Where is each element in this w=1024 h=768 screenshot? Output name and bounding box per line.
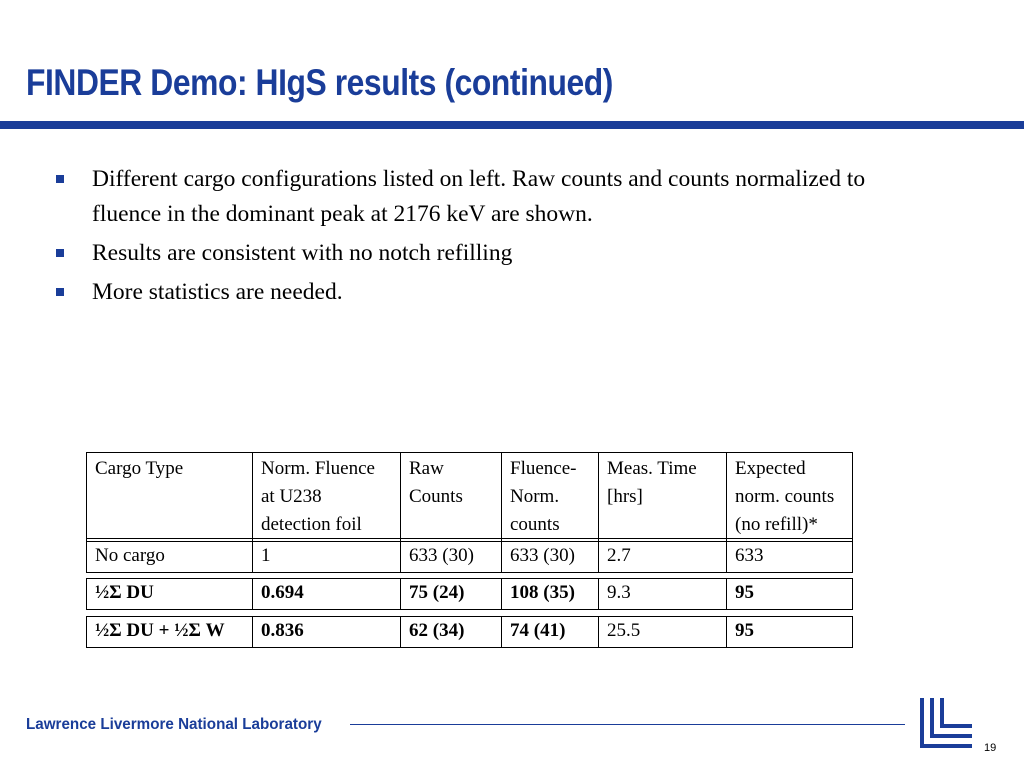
square-bullet-icon [56, 288, 64, 296]
header-cell: Norm. Fluence at U238 detection foil [252, 453, 400, 541]
slide-title: FINDER Demo: HIgS results (continued) [26, 62, 613, 103]
title-divider [0, 121, 1024, 129]
bullet-list [52, 162, 912, 314]
table-cell: 633 (30) [501, 542, 598, 572]
bullet-text: Different cargo configurations listed on left. Raw counts and counts normalized to fluence in the dominant peak at 2176 keV are shown. [92, 166, 866, 227]
table-cell: 0.694 [252, 579, 400, 609]
header-cell: Fluence-Norm. counts [501, 453, 598, 541]
bullet-item [52, 162, 912, 232]
table-cell: 633 [726, 542, 853, 572]
bullet-text: Results are consistent with no notch refilling [92, 240, 513, 266]
table-cell: 633 (30) [400, 542, 501, 572]
square-bullet-icon [56, 175, 64, 183]
footer-organization: Lawrence Livermore National Laboratory [26, 716, 322, 733]
table-row [86, 616, 853, 648]
bullet-item [52, 236, 912, 271]
table-cell: ½Σ DU [86, 579, 252, 609]
table-row [86, 578, 853, 610]
table-cell: 9.3 [598, 579, 726, 609]
table-cell: 62 (34) [400, 617, 501, 647]
header-cell: Cargo Type [86, 453, 252, 541]
bullet-item [52, 275, 912, 310]
table-cell: 25.5 [598, 617, 726, 647]
header-cell: Expected norm. counts (no refill)* [726, 453, 853, 541]
table-cell: 2.7 [598, 542, 726, 572]
table-cell: 108 (35) [501, 579, 598, 609]
bullet-text: More statistics are needed. [92, 279, 343, 305]
llnl-logo-icon [918, 696, 974, 750]
table-cell: 95 [726, 617, 853, 647]
results-table [86, 452, 853, 648]
table-row [86, 541, 853, 573]
table-header-row [86, 452, 853, 541]
header-cell: Raw Counts [400, 453, 501, 541]
table-cell: ½Σ DU + ½Σ W [86, 617, 252, 647]
header-cell: Meas. Time [hrs] [598, 453, 726, 541]
table-cell: No cargo [86, 542, 252, 572]
square-bullet-icon [56, 249, 64, 257]
table-cell: 75 (24) [400, 579, 501, 609]
page-number: 19 [984, 742, 997, 754]
table-cell: 0.836 [252, 617, 400, 647]
table-cell: 1 [252, 542, 400, 572]
footer-divider [350, 724, 905, 725]
table-cell: 74 (41) [501, 617, 598, 647]
table-cell: 95 [726, 579, 853, 609]
